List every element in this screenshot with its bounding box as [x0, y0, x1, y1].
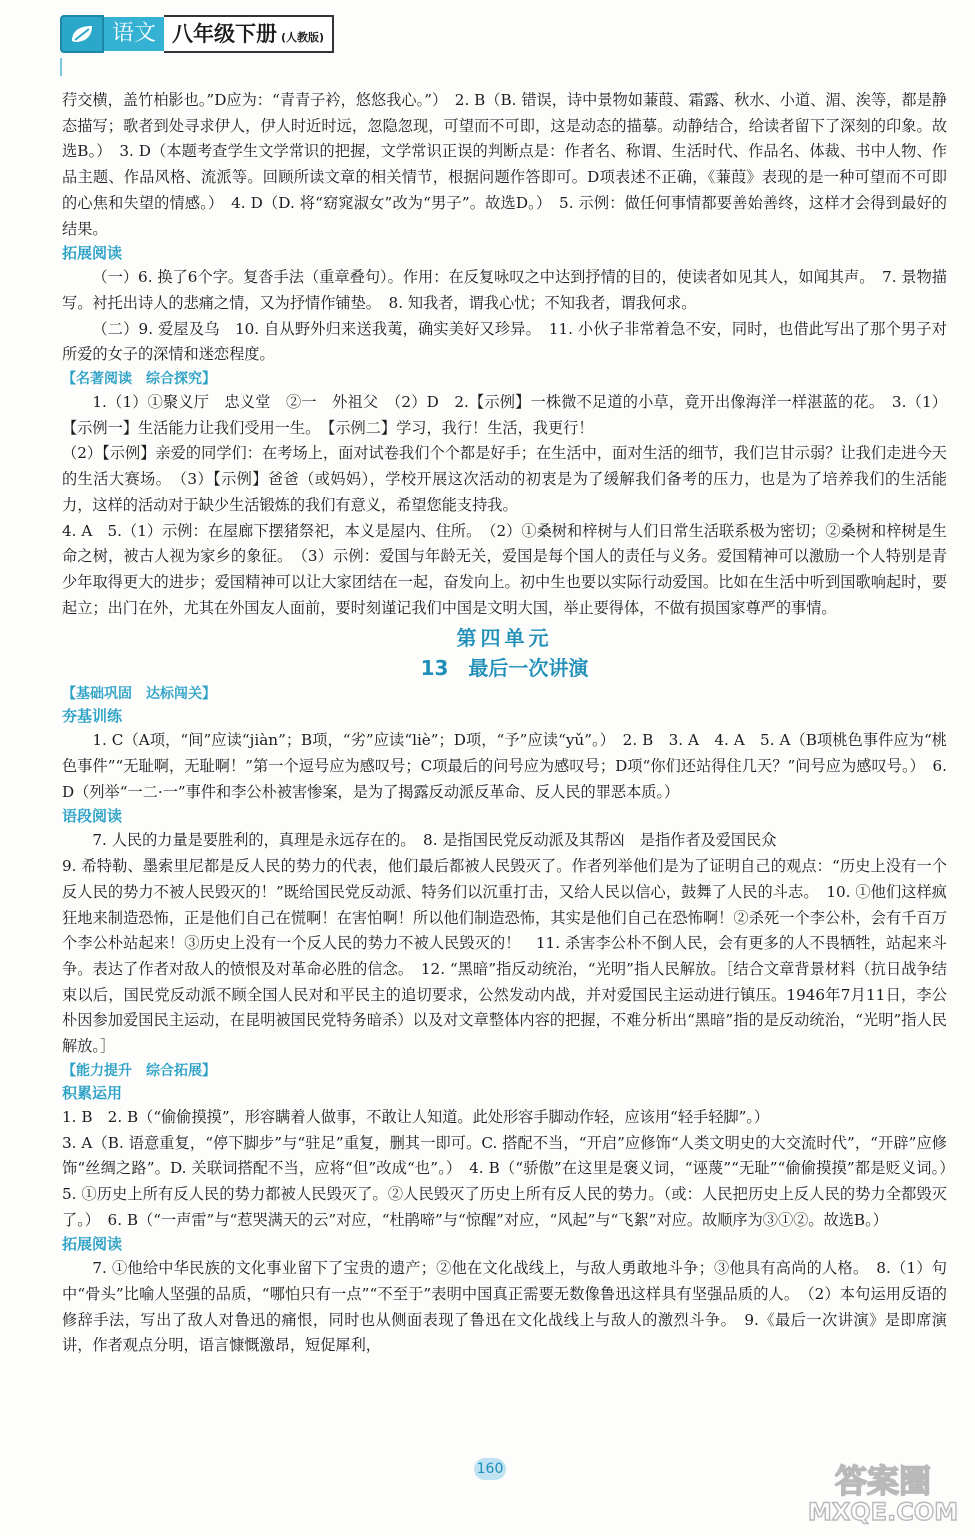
paragraph: 7. ①他给中华民族的文化事业留下了宝贵的遗产；②他在文化战线上，与敌人勇敢地斗争；③他具有高尚的人格。 8.（1）句中“骨头”比喻人坚强的品质，“哪怕只有一点”“不至于”表明中国真正需要无数像鲁迅这样具有坚强品质的人。 （2）本句运用反语的修辞手法，写出了敌人对鲁迅的痛恨，同时也从侧面表现了鲁迅在文化战线上与敌人的激烈斗争。 9.《最后一次讲演》是即席演讲，作者观点分明，语言慷慨激昂，短促犀利， [62, 1259, 947, 1355]
edition-label: (人教版) [281, 31, 325, 44]
unit-title: 第四单元 [456, 626, 553, 651]
section-tag: 【能力提升 综合拓展】 [62, 1062, 216, 1079]
answer-content [62, 88, 963, 1359]
watermark-stamp-icon [803, 1454, 963, 1526]
paragraph: 1. B 2. B（“偷偷摸摸”，形容瞒着人做事，不敢让人知道。此处形容手脚动作轻，应该用“轻手轻脚”。） [62, 1107, 770, 1126]
section-tag: 【名著阅读 综合探究】 [62, 371, 216, 388]
subject-label: 语文 [104, 17, 164, 51]
page-number: 160 [474, 1458, 506, 1480]
lesson-title: 13 最后一次讲演 [420, 656, 589, 681]
leaf-logo-icon [60, 15, 104, 53]
watermark-bottom: MXQE.COM [807, 1498, 959, 1526]
section-heading: 夯基训练 [62, 707, 123, 726]
paragraph: 7. 人民的力量是要胜利的，真理是永远存在的。 8. 是指国民党反动派及其帮凶 是指作者及爱国民众 [92, 831, 777, 850]
header-rule [60, 58, 68, 76]
watermark-top: 答案圈 [834, 1462, 932, 1500]
page-header [60, 14, 334, 54]
section-tag: 【基础巩固 达标闯关】 [62, 686, 216, 703]
paragraph: （二）9. 爱屋及乌 10. 自从野外归来送我荑，确实美好又珍异。 11. 小伙子非常着急不安，同时，也借此写出了那个男子对所爱的女子的深情和迷恋程度。 [62, 319, 947, 364]
section-heading: 语段阅读 [62, 807, 123, 826]
grade-label: 八年级下册 [172, 22, 278, 46]
paragraph: 9. 希特勒、墨索里尼都是反人民的势力的代表，他们最后都被人民毁灭了。作者列举他们是为了证明自己的观点：“历史上没有一个反人民的势力不被人民毁灭的！”既给国民党反动派、特务们以沉重打击，又给人民以信心，鼓舞了人民的斗志。 10. ①他们这样疯狂地来制造恐怖，正是他们自己在慌啊！在害怕啊！所以他们制造恐怖，其实是他们自己在恐怖啊！②杀死一个李公朴，会有千百万个李公朴站起来！③历史上没有一个反人民的势力不被人民毁灭的！ 11. 杀害李公朴不倒人民，会有更多的人不畏牺牲，站起来斗争。表达了作者对敌人的愤恨及对革命必胜的信念。 12. “黑暗”指反动统治，“光明”指人民解放。［结合文章背景材料（抗日战争结束以后，国民党反动派不顾全国人民对和平民主的追切要求，公然发动内战，并对爱国民主运动进行镇压。1946年7月11日，李公朴因参加爱国民主运动，在昆明被国民党特务暗杀）以及对文章整体内容的把握，不难分析出“黑暗”指的是反动统治，“光明”指人民解放。］ [62, 857, 947, 1056]
paragraph: 3. A（B. 语意重复，“停下脚步”与“驻足”重复，删其一即可。C. 搭配不当，“开启”应修饰“人类文明史的大交流时代”，“开辟”应修饰“丝绸之路”。D. 关联词搭配不当，应将“但”改成“也”。） 4. B（“骄傲”在这里是褒义词，“诬蔑”“无耻”“偷偷摸摸”都是贬义词。） 5. ①历史上所有反人民的势力都被人民毁灭了。②人民毁灭了历史上所有反人民的势力。（或：人民把历史上反人民的势力全都毁灭了。） 6. B（“一声雷”与“惹哭满天的云”对应，“杜鹃啼”与“惊醒”对应，“风起”与“飞絮”对应。故顺序为③①②。故选B。） [62, 1133, 963, 1229]
paragraph: 4. A 5.（1）示例：在屋廊下摆猪祭祀，本义是屋内、住所。 （2）①桑树和梓树与人们日常生活联系极为密切；②桑树和梓树是生命之树，被古人视为家乡的象征。 （3）示例：爱国与年龄无关，爱国是每个国人的责任与义务。爱国精神可以激励一个人特别是青少年取得更大的进步；爱国精神可以让大家团结在一起，奋发向上。初中生也要以实际行动爱国。比如在生活中听到国歌响起时，要起立；出门在外，尤其在外国友人面前，要时刻谨记我们中国是文明大国，举止要得体，不做有损国家尊严的事情。 [62, 521, 947, 617]
paragraph: 1.（1）①聚义厅 忠义堂 ②一 外祖父 （2）D 2.【示例】一株微不足道的小草，竟开出像海洋一样湛蓝的花。 3.（1）【示例一】生活能力让我们受用一生。 【示例二】学习，我行！生活，我更行！ [62, 393, 947, 437]
paragraph: （2）【示例】亲爱的同学们：在考场上，面对试卷我们个个都是好手；在生活中，面对生活的细节，我们岂甘示弱？让我们走进今天的生活大赛场。 （3）【示例】爸爸（或妈妈），学校开展这次活动的初衷是为了缓解我们备考的压力，也是为了培养我们的生活能力，这样的活动对于缺少生活锻炼的我们有意义，希望您能支持我。 [62, 444, 947, 514]
section-heading: 拓展阅读 [62, 244, 123, 263]
grade-title [164, 15, 334, 53]
section-heading: 拓展阅读 [62, 1235, 123, 1254]
section-heading: 积累运用 [62, 1083, 123, 1102]
paragraph: 1. C（A项，“间”应读“jiàn”；B项，“劣”应读“liè”；D项，“予”应读“yǔ”。） 2. B 3. A 4. A 5. A（B项桃色事件应为“桃色事件”“无耻啊，无耻啊！”第一个逗号应为感叹号；C项最后的问号应为感叹号；D项“你们还站得住几天？”问号应为感叹号。） 6. D（列举“一二·一”事件和李公朴被害惨案，是为了揭露反动派反革命、反人民的罪恶本质。） [62, 731, 947, 801]
paragraph: （一）6. 换了6个字。复沓手法（重章叠句）。作用：在反复咏叹之中达到抒情的目的，使读者如见其人，如闻其声。 7. 景物描写。衬托出诗人的悲痛之情，又为抒情作铺垫。 8. 知我者，谓我心忧；不知我者，谓我何求。 [62, 268, 947, 312]
paragraph: 荇交横，盖竹柏影也。”D应为：“青青子衿，悠悠我心。”） 2. B（B. 错误，诗中景物如蒹葭、霜露、秋水、小道、湄、涘等，都是静态描写；歌者到处寻求伊人，伊人时近时远，忽隐忽现，可望而不可即，这是动态的描摹。动静结合，给读者留下了深刻的印象。故选B。） 3. D（本题考查学生文学常识的把握，文学常识正误的判断点是：作者名、称谓、生活时代、作品名、体裁、书中人物、作品主题、作品风格、流派等。回顾所读文章的相关情节，根据问题作答即可。D项表述不正确，《蒹葭》表现的是一种可望而不可即的心焦和失望的情感。） 4. D（D. 将“窈窕淑女”改为“男子”。故选D。） 5. 示例：做任何事情都要善始善终，这样才会得到最好的结果。 [62, 91, 947, 238]
